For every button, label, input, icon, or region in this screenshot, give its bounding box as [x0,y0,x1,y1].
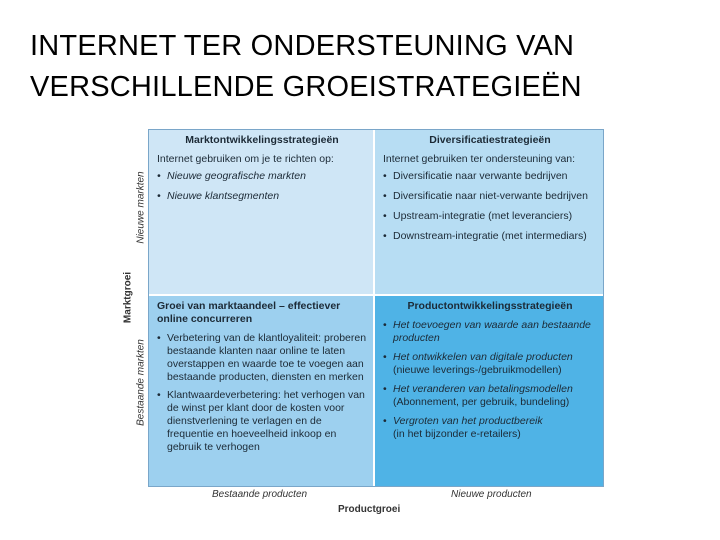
list-item-main: Het ontwikkelen van digitale producten [393,351,573,363]
list-item: • Downstream-integratie (met intermediars) [383,230,597,243]
slide-title [30,26,700,108]
list-item: • Verbetering van de klantloyaliteit: proberen bestaande klanten naar online te laten overstappen en waarde toe te voegen aan bestaande producten, diensten en merken [157,332,367,384]
quadrant-market-penetration [149,296,375,486]
quadrant-title: Marktontwikkelingsstrategieën [185,134,339,146]
quadrant-intro: Internet gebruiken ter ondersteuning van: [383,153,576,165]
quadrant-list [157,170,367,203]
list-item: • Klantwaardeverbetering: het verhogen van de winst per klant door de kosten voor dienstverlening te verlagen en de frequentie en hoeveelheid inkoop en gebruik te verhogen [157,389,367,454]
y-axis-label-existing-markets: Bestaande markten [135,339,147,426]
list-item-main: Het veranderen van betalingsmodellen [393,383,573,395]
list-item: • Diversificatie naar verwante bedrijven [383,170,597,183]
list-item [383,383,597,409]
quadrant-title: Diversificatiestrategieën [429,134,551,146]
list-item-main: Vergroten van het productbereik [393,415,543,427]
x-axis-label-existing-products: Bestaande producten [212,489,308,500]
quadrant-title: Groei van marktaandeel – effectiever online concurreren [157,300,341,325]
quadrant-list [383,170,597,243]
quadrant-product-development [375,296,603,486]
list-item: • Nieuwe geografische markten [157,170,367,183]
list-item-main: Het toevoegen van waarde aan bestaande producten [393,319,591,344]
quadrant-diversification [375,130,603,296]
list-item [383,351,597,377]
slide-title-line-1: INTERNET TER ONDERSTEUNING VAN [30,30,575,62]
y-axis-label-new-markets: Nieuwe markten [135,171,147,244]
quadrant-title: Productontwikkelingsstrategieën [407,300,573,312]
list-item [383,319,597,345]
list-item-sub: (nieuwe leverings-/gebruikmodellen) [393,364,562,376]
slide-title-line-2: VERSCHILLENDE GROEISTRATEGIEËN [30,71,582,103]
quadrant-list [383,319,597,441]
growth-strategy-matrix [148,129,604,487]
x-axis-title: Productgroei [338,504,401,515]
list-item [383,415,597,441]
quadrant-intro: Internet gebruiken om je te richten op: [157,153,334,165]
x-axis-label-new-products: Nieuwe producten [451,489,532,500]
y-axis-title: Marktgroei [122,271,134,324]
quadrant-market-development [149,130,375,296]
list-item: • Upstream-integratie (met leveranciers) [383,210,597,223]
list-item: • Nieuwe klantsegmenten [157,190,367,203]
list-item-sub: (in het bijzonder e-retailers) [393,428,521,440]
list-item: • Diversificatie naar niet-verwante bedrijven [383,190,597,203]
quadrant-list [157,332,367,454]
list-item-sub: (Abonnement, per gebruik, bundeling) [393,396,570,408]
